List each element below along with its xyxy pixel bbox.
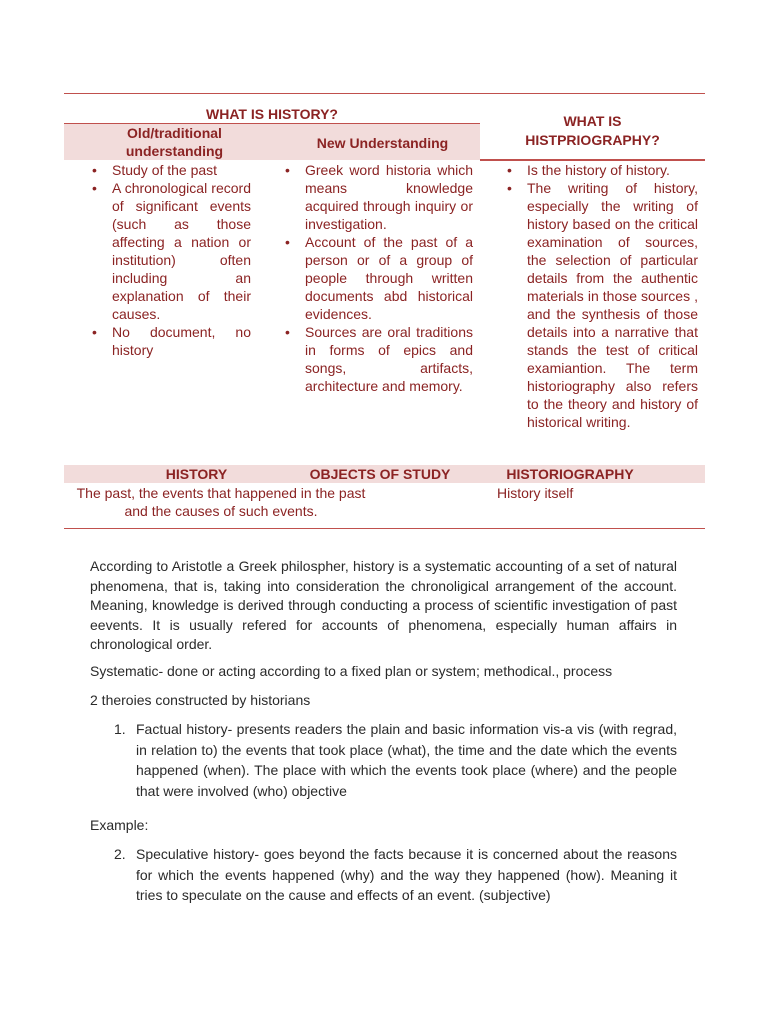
- what-is-history-heading: WHAT IS HISTORY?: [206, 106, 338, 122]
- item-text: Factual history- presents readers the plain and basic information vis-a vis (with regrad, in relation to) the events that took place (what), the time and the date which the events happened (when). The place with which the events took place (where) and the people that were involved (who) objective: [136, 721, 677, 799]
- old-understanding-list: [88, 161, 251, 359]
- objects-of-study-header: OBJECTS OF STUDY: [309, 466, 451, 482]
- table-bottom-rule: [64, 528, 705, 529]
- factual-history-item: [114, 719, 677, 801]
- list-item: • Study of the past: [88, 161, 251, 179]
- list-item: • Account of the past of a person or of a group of people through written documents abd historical evidences.: [281, 233, 473, 323]
- theories-intro: 2 theroies constructed by historians: [90, 692, 311, 708]
- historiography-list: [503, 161, 698, 431]
- list-item: • A chronological record of significant events (such as those affecting a nation or institution) often including an explanation of their causes.: [88, 179, 251, 323]
- table-top-rule: [64, 93, 705, 94]
- list-item: • Sources are oral traditions in forms of epics and songs, artifacts, architecture and memory.: [281, 323, 473, 395]
- list-item: • The writing of history, especially the writing of history based on the critical examination of sources, the selection of particular details from the authentic materials in those sources , and the synthesis of those details into a narrative that stands the test of critical examiantion. The term historiography also refers to the theory and history of historical writing.: [503, 179, 698, 431]
- what-is-historiography-heading: WHAT IS HISTPRIOGRAPHY?: [525, 113, 660, 148]
- item-number: 1.: [114, 721, 126, 737]
- list-item: • Greek word historia which means knowledge acquired through inquiry or investigation.: [281, 161, 473, 233]
- aristotle-paragraph: According to Aristotle a Greek philospher, history is a systematic accounting of a set of natural phenomena, that is, taking into consideration the chronoligical arrangement of the account. Meaning, knowledge is derived through conducting a process of scientific investigation of past eevents. It is usually refered for accounts of phenomena, especially human affairs in chronological order.: [90, 558, 677, 652]
- new-understanding-header: New Understanding: [316, 135, 449, 151]
- speculative-history-item: [114, 844, 677, 906]
- item-text: Speculative history- goes beyond the facts because it is concerned about the reasons for which the events happened (why) and the way they happened (how). Meaning it tries to speculate on the cause and effects of an event. (subjective): [136, 846, 677, 903]
- example-label: Example:: [90, 817, 149, 833]
- new-understanding-list: [281, 161, 473, 395]
- list-item: • No document, no history: [88, 323, 251, 359]
- list-item: • Is the history of history.: [503, 161, 698, 179]
- history-row-header: HISTORY: [165, 466, 228, 482]
- historiography-object-text: History itself: [497, 485, 574, 501]
- old-understanding-header: Old/traditional understanding: [125, 125, 224, 159]
- historiography-row-header: HISTORIOGRAPHY: [506, 466, 634, 482]
- systematic-definition: Systematic- done or acting according to a fixed plan or system; methodical., process: [90, 663, 613, 679]
- item-number: 2.: [114, 846, 126, 862]
- history-object-text: The past, the events that happened in the past and the causes of such events.: [76, 485, 366, 519]
